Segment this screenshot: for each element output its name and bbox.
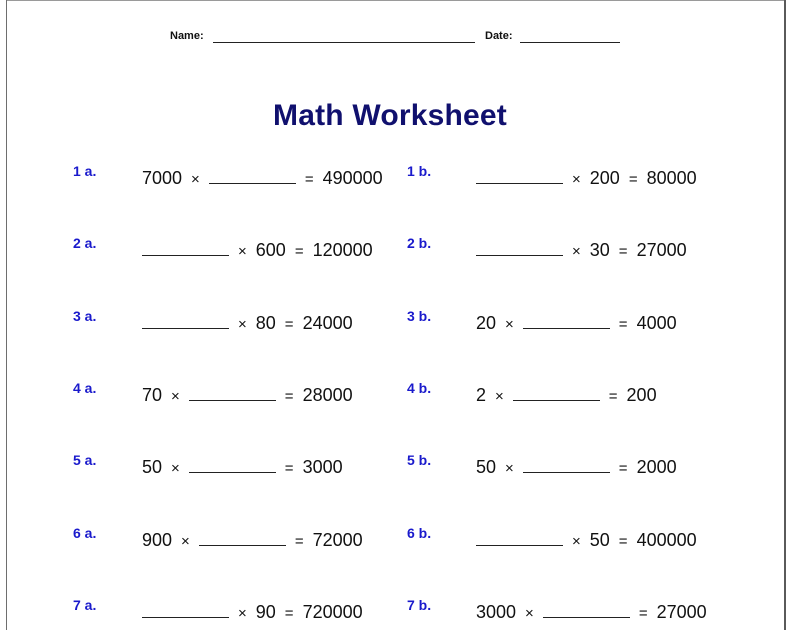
equation [476, 454, 677, 478]
equals-sign: = [638, 605, 648, 622]
factor-a: 2 [476, 385, 487, 405]
date-label: Date: [485, 30, 513, 42]
factor-b: 600 [255, 240, 286, 260]
times-sign: × [238, 316, 247, 333]
equation [476, 237, 687, 261]
equation [476, 165, 697, 189]
factor-b: 80 [255, 313, 276, 333]
factor-a: 7000 [142, 168, 183, 188]
product: 80000 [646, 168, 697, 188]
times-sign: × [505, 460, 514, 477]
problem-label: 3 b. [407, 308, 432, 324]
factor-b: 200 [589, 168, 620, 188]
times-sign: × [525, 605, 534, 622]
product: 4000 [636, 313, 677, 333]
times-sign: × [171, 460, 180, 477]
date-blank[interactable] [520, 42, 620, 43]
problem-label: 5 a. [73, 452, 97, 468]
equals-sign: = [304, 171, 314, 188]
times-sign: × [171, 388, 180, 405]
equals-sign: = [618, 243, 628, 260]
equals-sign: = [284, 460, 294, 477]
worksheet-title: Math Worksheet [273, 99, 507, 132]
times-sign: × [238, 605, 247, 622]
equation [476, 527, 697, 551]
factor-a: 50 [142, 457, 163, 477]
factor-a: 900 [142, 530, 173, 550]
times-sign: × [181, 533, 190, 550]
problem-item [0, 454, 780, 478]
problem-label: 2 b. [407, 235, 432, 251]
problem-label: 6 b. [407, 525, 432, 541]
answer-blank[interactable] [476, 165, 563, 184]
factor-b: 90 [255, 602, 276, 622]
equals-sign: = [618, 316, 628, 333]
times-sign: × [505, 316, 514, 333]
answer-blank[interactable] [543, 599, 630, 618]
problem-label: 4 a. [73, 380, 97, 396]
answer-blank[interactable] [513, 382, 600, 401]
answer-blank[interactable] [523, 454, 610, 473]
equals-sign: = [294, 533, 304, 550]
problem-item [0, 382, 780, 406]
product: 27000 [656, 602, 707, 622]
problem-label: 3 a. [73, 308, 97, 324]
product: 200 [626, 385, 657, 405]
times-sign: × [238, 243, 247, 260]
problem-item [0, 237, 780, 261]
factor-b: 30 [589, 240, 610, 260]
product: 120000 [312, 240, 373, 260]
times-sign: × [572, 171, 581, 188]
equals-sign: = [294, 243, 304, 260]
product: 3000 [302, 457, 343, 477]
factor-a: 20 [476, 313, 497, 333]
times-sign: × [572, 533, 581, 550]
factor-a: 70 [142, 385, 163, 405]
factor-a: 3000 [476, 602, 517, 622]
problem-item [0, 527, 780, 551]
product: 24000 [302, 313, 353, 333]
problem-item [0, 165, 780, 189]
problem-item [0, 599, 780, 623]
product: 27000 [636, 240, 687, 260]
name-label: Name: [170, 30, 204, 42]
equals-sign: = [618, 533, 628, 550]
problem-label: 5 b. [407, 452, 432, 468]
problem-label: 4 b. [407, 380, 432, 396]
times-sign: × [191, 171, 200, 188]
answer-blank[interactable] [523, 310, 610, 329]
product: 490000 [322, 168, 383, 188]
equals-sign: = [608, 388, 618, 405]
problem-item [0, 310, 780, 334]
problem-label: 1 a. [73, 163, 97, 179]
problem-label: 1 b. [407, 163, 432, 179]
right-gutter [786, 0, 795, 630]
problem-label: 7 a. [73, 597, 97, 613]
product: 720000 [302, 602, 363, 622]
product: 28000 [302, 385, 353, 405]
factor-b: 50 [589, 530, 610, 550]
answer-blank[interactable] [476, 237, 563, 256]
equals-sign: = [284, 316, 294, 333]
equation [476, 310, 677, 334]
problem-label: 7 b. [407, 597, 432, 613]
page-edge-top [6, 0, 786, 1]
times-sign: × [572, 243, 581, 260]
problem-label: 2 a. [73, 235, 97, 251]
product: 72000 [312, 530, 363, 550]
equals-sign: = [284, 605, 294, 622]
equation [476, 382, 657, 406]
answer-blank[interactable] [476, 527, 563, 546]
problem-label: 6 a. [73, 525, 97, 541]
equals-sign: = [628, 171, 638, 188]
equation [476, 599, 707, 623]
factor-a: 50 [476, 457, 497, 477]
product: 400000 [636, 530, 697, 550]
equals-sign: = [618, 460, 628, 477]
name-blank[interactable] [213, 42, 475, 43]
times-sign: × [495, 388, 504, 405]
equals-sign: = [284, 388, 294, 405]
product: 2000 [636, 457, 677, 477]
